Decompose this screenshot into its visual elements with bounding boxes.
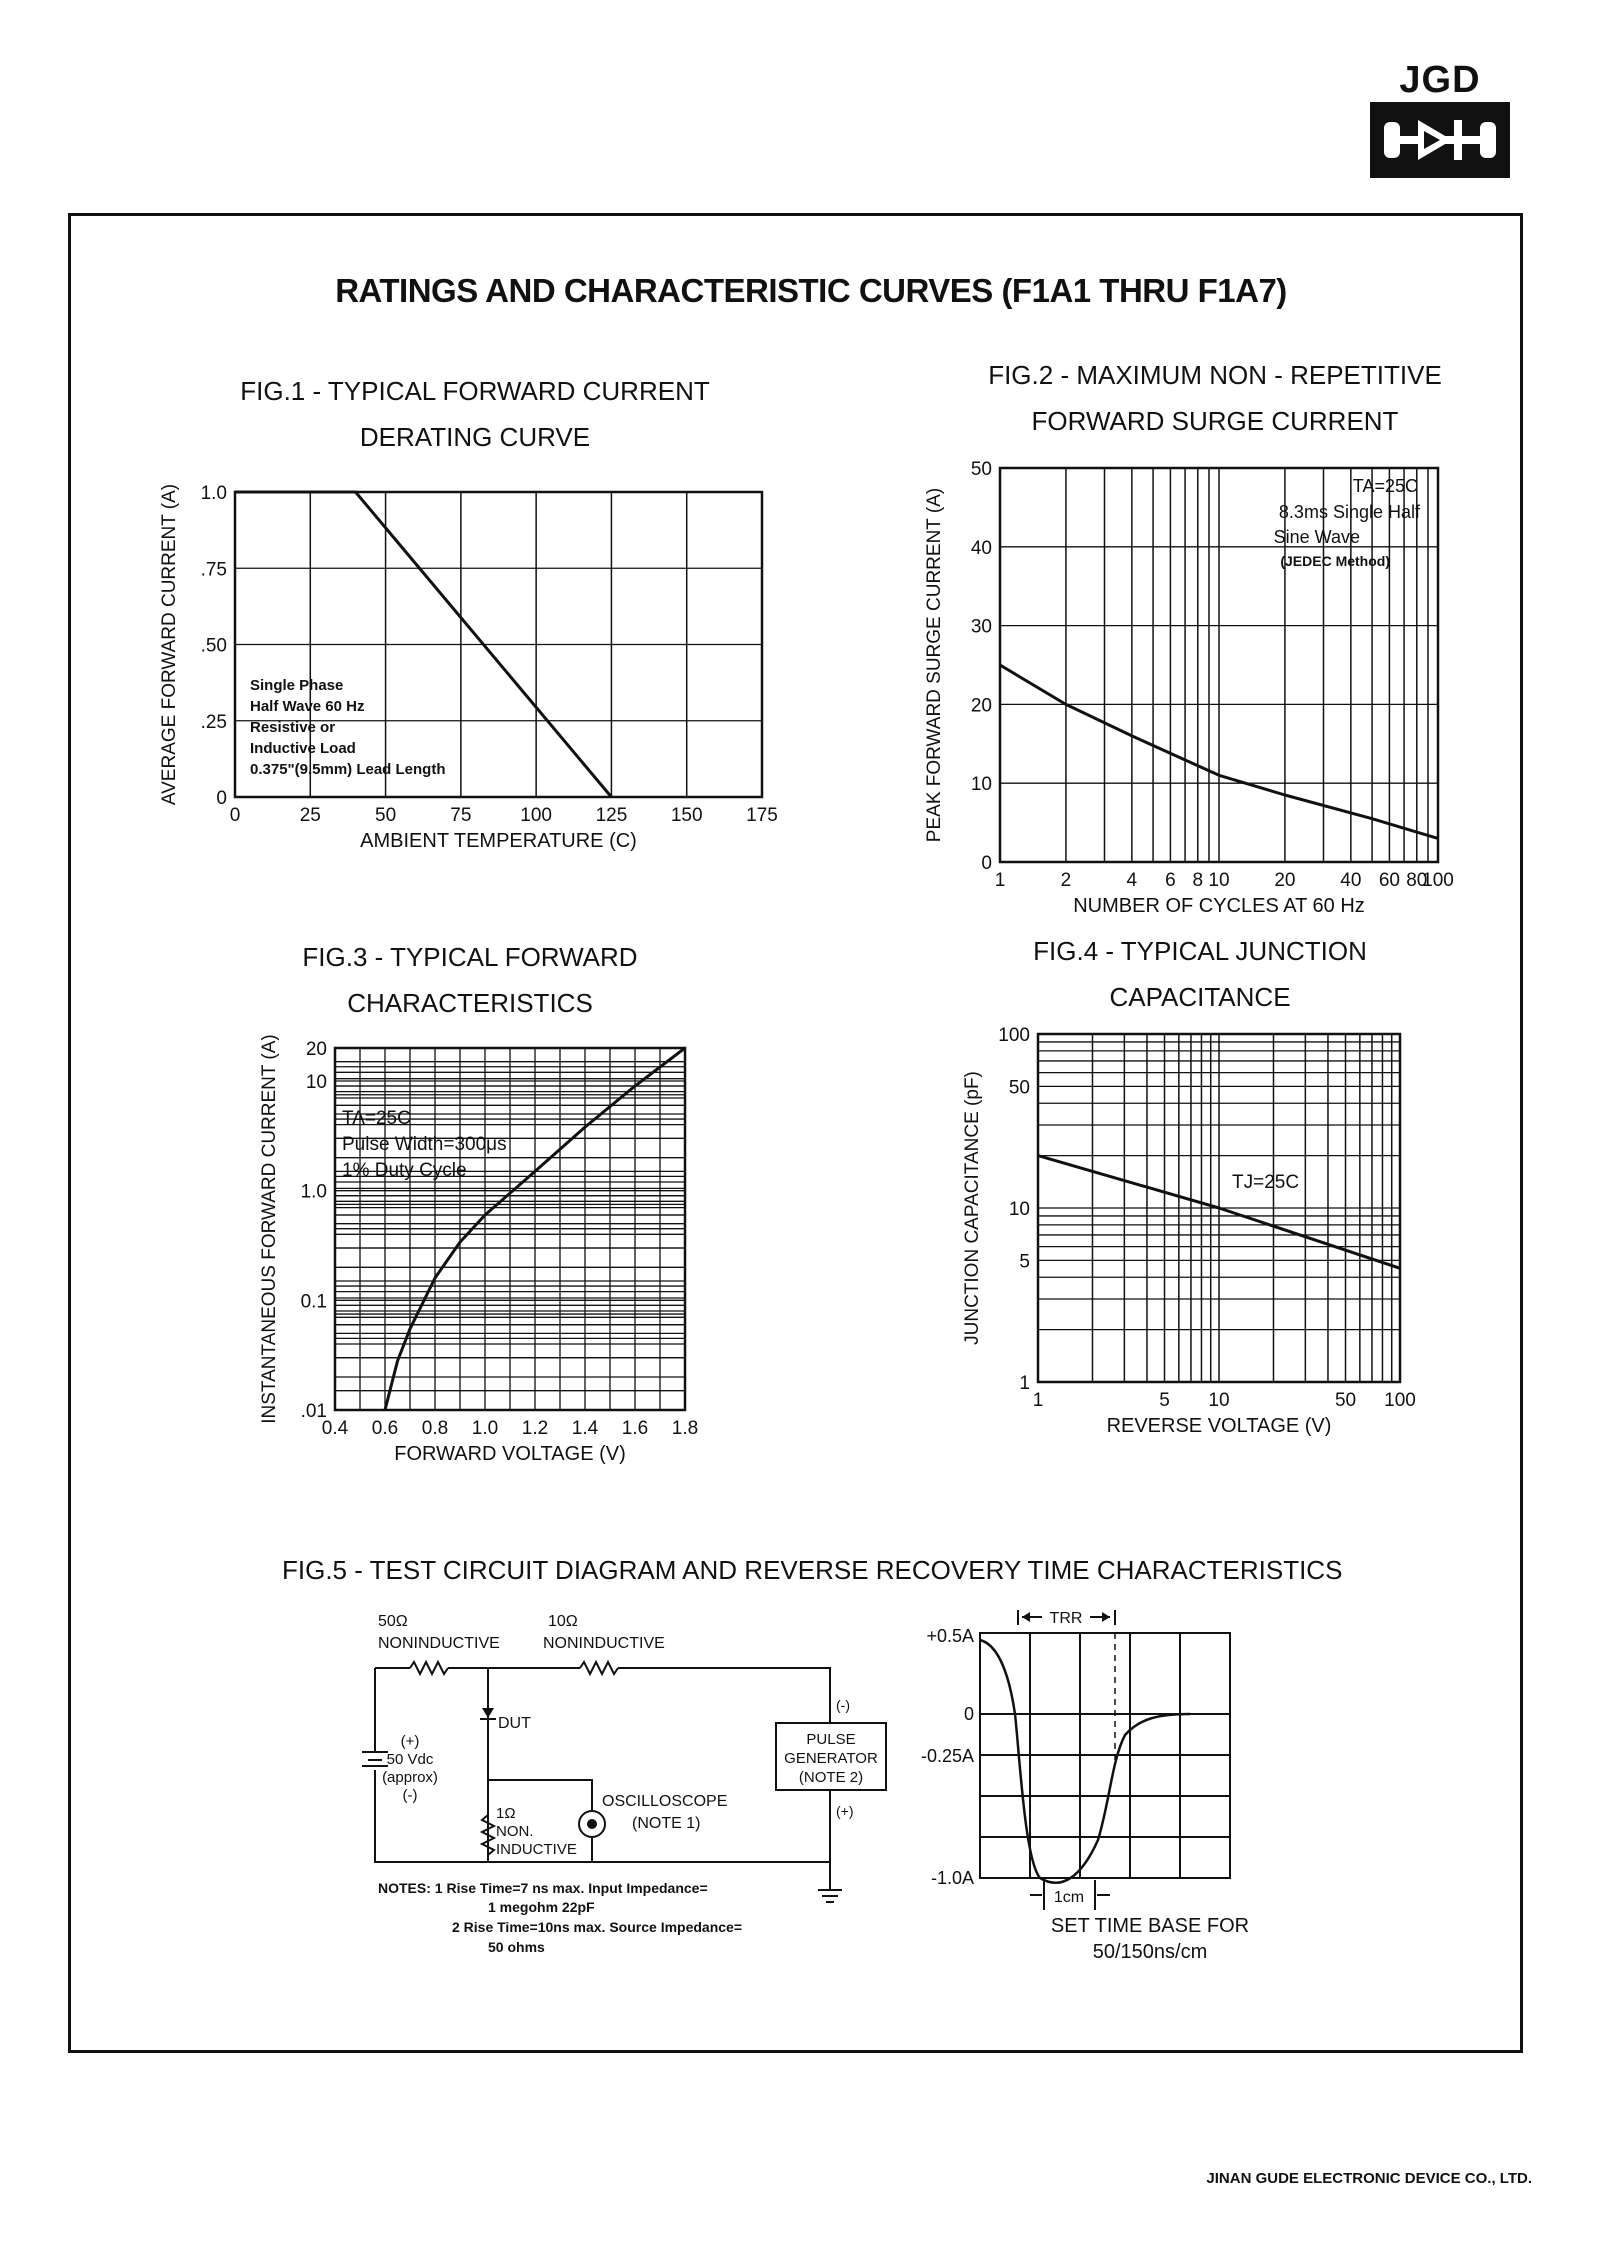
fig4-y-axis-label: JUNCTION CAPACITANCE (pF) [962,1071,983,1345]
fig3-note-line: TA=25C [342,1108,411,1129]
fig4-title-line2: CAPACITANCE [1109,982,1291,1012]
fig1-x-tick-label: 75 [450,805,472,826]
pulse-gen-line2: GENERATOR [784,1750,878,1767]
fig2-y-tick-label: 30 [970,616,992,638]
fig4-y-tick-label: 5 [1019,1251,1030,1273]
fig1-y-axis-label: AVERAGE FORWARD CURRENT (A) [159,483,180,806]
r50-value: 50Ω [378,1613,408,1630]
fig1-x-axis-label: AMBIENT TEMPERATURE (C) [360,830,637,852]
logo-text: JGD [1399,59,1481,101]
fig4-x-axis-label: REVERSE VOLTAGE (V) [1106,1415,1332,1437]
fig1-title-line2: DERATING CURVE [359,422,591,452]
r1-value: 1Ω [496,1805,516,1822]
waveform-tick-plus: +0.5A [926,1626,974,1646]
fig3-x-tick-label: 1.4 [571,1418,599,1439]
fig1-title-line1: FIG.1 - TYPICAL FORWARD CURRENT [240,376,710,406]
pulse-gen-line1: PULSE [806,1731,856,1748]
waveform-tick-zero: 0 [963,1704,974,1724]
fig2-y-tick-label: 10 [970,774,992,796]
fig1-x-tick-label: 100 [520,805,552,826]
fig4-y-tick-label: 10 [1008,1199,1030,1220]
fig2-x-tick-label: 40 [1340,870,1362,891]
fig3-y-tick-label: 1.0 [300,1181,327,1203]
fig3-title-line2: CHARACTERISTICS [347,988,593,1018]
fig2-x-tick-label: 60 [1378,870,1400,891]
fig1-y-tick-label: 1.0 [200,483,227,504]
dut-label: DUT [498,1715,531,1732]
fig3-y-axis-label: INSTANTANEOUS FORWARD CURRENT (A) [259,1034,280,1424]
fig2-note-line: TA=25C [1352,476,1418,496]
trr-waveform-grid [980,1633,1230,1878]
fig2-note-line: 8.3ms Single Half [1278,502,1420,522]
fig3-x-tick-label: 1.2 [521,1418,549,1439]
fig2-title-line2: FORWARD SURGE CURRENT [1031,406,1399,436]
fig3-y-tick-label: .01 [300,1401,327,1422]
note-line1: NOTES: 1 Rise Time=7 ns max. Input Impedance= [378,1880,708,1896]
fig4-y-tick-label: 100 [998,1025,1030,1046]
cm-label: 1cm [1053,1889,1085,1906]
fig2-y-tick-label: 0 [981,853,992,874]
source-plus: (+) [400,1733,420,1750]
fig2-x-tick-label: 8 [1192,870,1204,891]
note-line3: 2 Rise Time=10ns max. Source Impedance= [452,1919,743,1935]
fig3-x-tick-label: 1.8 [671,1418,699,1439]
fig1-y-tick-label: .50 [200,635,227,657]
waveform-tick-quarter: -0.25A [920,1746,974,1766]
trr-waveform-curve [980,1640,1190,1883]
fig4-title-line1: FIG.4 - TYPICAL JUNCTION [1033,936,1367,966]
note-line4: 50 ohms [488,1939,545,1955]
r1-non: NON. [496,1823,534,1840]
fig2-y-tick-label: 20 [970,695,992,717]
fig1-note-line: Inductive Load [250,740,356,757]
fig4-x-tick-label: 10 [1208,1390,1230,1411]
fig2-title-line1: FIG.2 - MAXIMUM NON - REPETITIVE [988,360,1442,390]
fig2-y-tick-label: 40 [970,537,992,559]
fig4-x-tick-label: 1 [1032,1390,1044,1411]
fig2-x-tick-label: 20 [1274,870,1296,891]
fig3-x-tick-label: 0.4 [321,1418,349,1439]
r10-type: NONINDUCTIVE [543,1635,665,1652]
trr-label: TRR [1049,1610,1083,1627]
fig3-x-tick-label: 1.0 [471,1418,499,1439]
fig1-y-tick-label: 0 [216,788,227,809]
fig2-note-line: (JEDEC Method) [1280,553,1390,569]
page-title: RATINGS AND CHARACTERISTIC CURVES (F1A1 THRU F1A7) [335,272,1287,309]
fig1-x-tick-label: 50 [375,805,397,826]
fig1-x-tick-label: 0 [229,805,241,826]
fig1-x-tick-label: 175 [746,805,778,826]
fig1-note-line: Resistive or [250,719,336,736]
fig1-note-line: 0.375"(9.5mm) Lead Length [250,761,446,778]
fig4-note-line: TJ=25C [1232,1172,1300,1193]
fig4-y-tick-label: 1 [1019,1373,1030,1394]
fig2-x-axis-label: NUMBER OF CYCLES AT 60 Hz [1073,895,1365,917]
fig4-x-tick-label: 5 [1159,1390,1170,1411]
fig2-x-tick-label: 2 [1060,870,1072,891]
r10-value: 10Ω [548,1613,578,1630]
fig2-y-tick-label: 50 [970,459,992,480]
fig2-x-tick-label: 4 [1126,870,1138,891]
fig3-y-tick-label: 10 [305,1072,327,1094]
fig1-x-tick-label: 150 [670,805,703,826]
source-voltage: 50 Vdc [386,1751,434,1768]
fig3-x-tick-label: 0.6 [371,1418,399,1439]
fig2-x-tick-label: 80 [1406,870,1428,891]
gen-minus-label: (-) [836,1697,850,1713]
fig1-x-tick-label: 25 [299,805,321,826]
note-line2: 1 megohm 22pF [488,1899,595,1915]
pulse-gen-line3: (NOTE 2) [798,1769,864,1786]
timebase-line1: SET TIME BASE FOR [1050,1915,1250,1937]
oscilloscope-note: (NOTE 1) [632,1815,701,1832]
fig2-x-tick-label: 100 [1422,870,1454,891]
fig3-x-tick-label: 0.8 [421,1418,449,1439]
fig1-x-tick-label: 125 [595,805,628,826]
fig2-x-tick-label: 10 [1208,870,1230,891]
fig2-x-tick-label: 6 [1165,870,1176,891]
source-minus: (-) [402,1787,418,1804]
timebase-line2: 50/150ns/cm [1092,1941,1208,1963]
source-approx: (approx) [382,1769,438,1786]
fig5-title: FIG.5 - TEST CIRCUIT DIAGRAM AND REVERSE RECOVERY TIME CHARACTERISTICS [282,1555,1343,1585]
gen-plus-label: (+) [836,1803,854,1819]
fig1-note-line: Half Wave 60 Hz [250,698,365,715]
fig2-x-tick-label: 1 [994,870,1006,891]
fig4-y-tick-label: 50 [1008,1077,1030,1099]
fig4-x-tick-label: 100 [1384,1390,1416,1411]
oscilloscope-label: OSCILLOSCOPE [602,1793,728,1810]
fig3-note-line: 1% Duty Cycle [342,1160,467,1181]
fig2-y-axis-label: PEAK FORWARD SURGE CURRENT (A) [924,487,945,843]
fig3-x-tick-label: 1.6 [621,1418,649,1439]
fig1-note-line: Single Phase [250,677,344,694]
fig4-x-tick-label: 50 [1334,1390,1357,1411]
r1-inductive: INDUCTIVE [496,1841,577,1858]
fig3-title-line1: FIG.3 - TYPICAL FORWARD [302,942,638,972]
fig1-y-tick-label: .75 [200,559,227,581]
fig1-y-tick-label: .25 [200,711,227,733]
fig3-note-line: Pulse Width=300μs [342,1134,507,1155]
dut-diode-icon [482,1708,494,1718]
fig3-y-tick-label: 20 [305,1039,327,1060]
r50-type: NONINDUCTIVE [378,1635,500,1652]
fig3-x-axis-label: FORWARD VOLTAGE (V) [394,1443,626,1465]
waveform-tick-minus1: -1.0A [930,1868,974,1888]
fig3-y-tick-label: 0.1 [300,1291,327,1313]
company-footer: JINAN GUDE ELECTRONIC DEVICE CO., LTD. [1206,2170,1532,2187]
fig2-note-line: Sine Wave [1273,527,1360,547]
